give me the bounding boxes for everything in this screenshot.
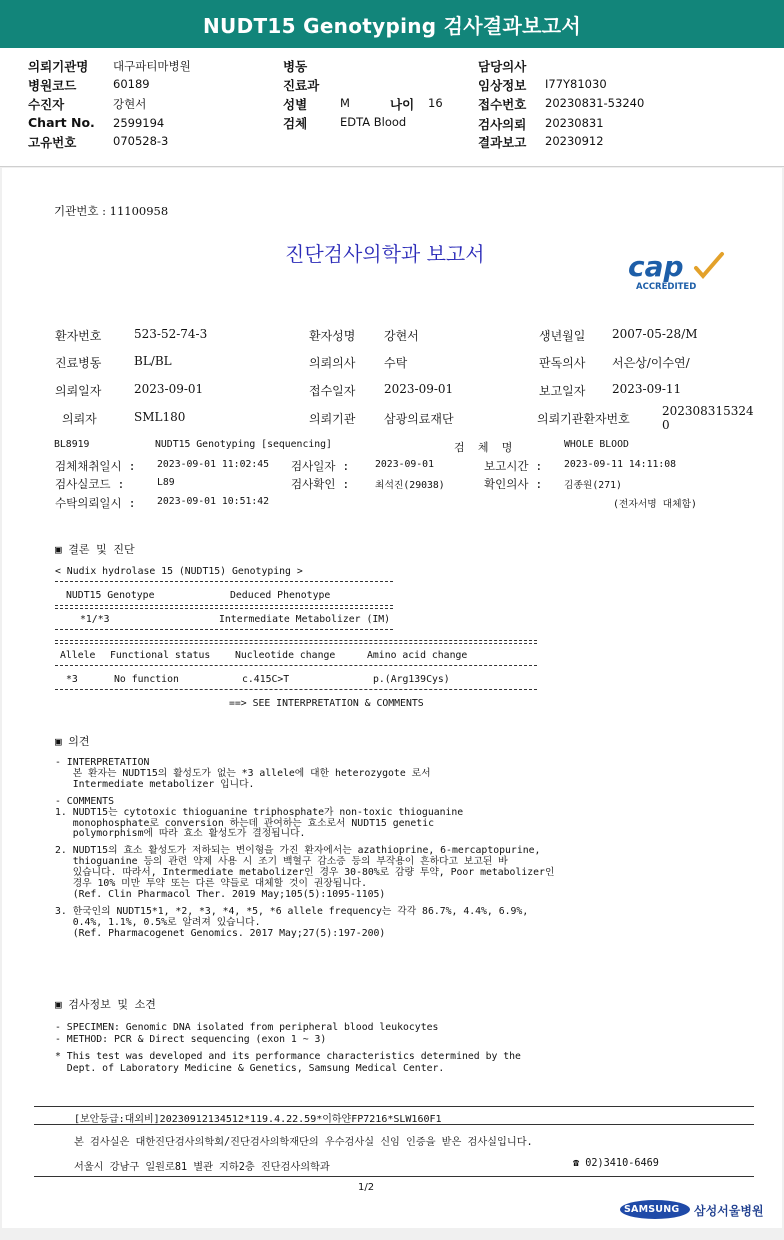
header-value: 20230912 [545,134,604,148]
header-label: 담당의사 [478,59,527,74]
table-divider [55,608,393,609]
collect-value: 2023-09-01 11:02:45 [157,459,270,470]
header-label: 진료과 [283,78,320,93]
table1-cell: *1/*3 [80,614,110,625]
header-value: EDTA Blood [340,115,407,129]
table2-header: Functional status [110,650,211,661]
table-divider [55,689,537,690]
footer-divider [34,1106,754,1107]
exam-info-line: - SPECIMEN: Genomic DNA isolated from peripheral blood leukocytes [55,1022,439,1033]
exam-info-line: * This test was developed and its performance characteristics determined by the [55,1051,521,1062]
table2-header: Nucleotide change [235,650,336,661]
security-line: [보안등급:대외비]20230912134512*119.4.22.59*이하얀FP7216*SLW160F1 [74,1114,442,1125]
info-value: 2023-09-11 [612,382,682,396]
confirm-doctor-label: 확인의사 : [484,477,543,491]
info-value: 강현서 [384,329,419,343]
header-label: 의뢰기관명 [28,59,89,74]
header-value: 강현서 [113,97,147,111]
section-title-opinion: ▣ 의견 [55,735,90,748]
header-label: 접수번호 [478,97,527,112]
cap-logo-text: cap [628,250,684,283]
cap-logo-sub: ACCREDITED [636,282,697,292]
header-label: 고유번호 [28,135,77,150]
table1-cell: Intermediate Metabolizer (IM) [219,614,391,625]
header-value: 070528-3 [113,134,169,148]
report-time-value: 2023-09-11 14:11:08 [564,459,677,470]
opinion-line: 있습니다. 따라서, Intermediate metabolizer인 경우 30-80%로 감량 투약, Poor metabolizer인 [55,867,555,879]
info-value: 서은상/이수연/ [612,356,690,370]
opinion-line: 3. 한국인의 NUDT15*1, *2, *3, *4, *5, *6 allele frequency는 각각 86.7%, 4.4%, 6.9%, [55,905,529,917]
info-label: 의뢰의사 [309,356,356,370]
info-label: 의뢰일자 [55,384,102,398]
exam-info-text [55,1022,521,1074]
header-label: 나이 [390,97,415,112]
opinion-line: 경우 10% 미만 투약 또는 다른 약들로 대체할 것이 권장됩니다. [55,878,368,890]
exam-info-line: - METHOD: PCR & Direct sequencing (exon 1 ~ 3) [55,1033,327,1045]
specimen-label: 검 체 명 [454,441,513,454]
info-value: 수탁 [384,356,408,370]
header-label: 검사의뢰 [478,117,527,132]
info-value: 삼광의료재단 [384,412,454,426]
table-divider [55,643,537,644]
specimen-value: WHOLE BLOOD [564,439,629,450]
info-label: 보고일자 [539,384,586,398]
table1-header: Deduced Phenotype [230,590,331,601]
info-value: 2023-09-01 [384,382,454,396]
header-info-box [0,48,784,167]
opinion-line: - COMMENTS [55,795,114,807]
section-title-results: ▣ 결론 및 진단 [55,543,135,556]
collect-label: 검체채취일시 : [55,459,136,473]
table1-header: NUDT15 Genotype [66,590,155,601]
table2-header: Amino acid change [367,650,468,661]
cap-accredited-logo [626,248,726,294]
opinion-line: 2. NUDT15의 효소 활성도가 저하되는 변이형을 가진 환자에서는 azathioprine, 6-mercaptopurine, [55,845,541,857]
header-label: Chart No. [28,115,95,130]
report-heading: 진단검사의학과 보고서 [285,242,485,266]
table2-cell: p.(Arg139Cys) [373,674,450,685]
table-divider [55,640,537,641]
opinion-line: (Ref. Clin Pharmacol Ther. 2019 May;105(5):1095-1105) [55,888,386,900]
exam-date-value: 2023-09-01 [375,459,434,470]
info-label: 판독의사 [539,356,586,370]
opinion-line: 1. NUDT15는 cytotoxic thioguanine triphosphate가 non-toxic thioguanine [55,806,464,818]
opinion-line: 본 환자는 NUDT15의 활성도가 없는 *3 allele에 대한 heterozygote 로서 [55,767,431,779]
confirm-doctor-value: 김종원(271) [564,480,622,491]
info-value: 202308315324 [662,404,754,418]
contract-label: 수탁의뢰일시 : [55,496,136,510]
header-label: 검체 [283,116,308,131]
table-divider [55,581,393,582]
test-code: BL8919 [54,439,90,450]
table-divider [55,665,537,666]
header-label: 수진자 [28,97,65,112]
header-value: 20230831 [545,116,604,130]
header-value: 60189 [113,77,150,91]
header-value: M [340,96,350,110]
results-subtitle: < Nudix hydrolase 15 (NUDT15) Genotyping > [55,566,303,577]
report-title: NUDT15 Genotyping 검사결과보고서 [0,0,784,48]
header-value: I77Y81030 [545,77,607,91]
info-label: 의뢰자 [62,412,97,426]
header-label: 결과보고 [478,135,527,150]
see-comments: ==> SEE INTERPRETATION & COMMENTS [229,698,424,709]
info-value: 523-52-74-3 [134,327,208,341]
opinion-line: monophosphate로 conversion 하는데 관여하는 효소로서 NUDT15 genetic [55,817,434,829]
info-value: BL/BL [134,354,172,368]
header-value: 20230831-53240 [545,96,645,110]
opinion-line: 0.4%, 1.1%, 0.5%로 알려져 있습니다. [55,916,261,928]
header-value: 2599194 [113,116,165,130]
test-name: NUDT15 Genotyping [sequencing] [155,439,332,450]
institution-number: 기관번호 : 11100958 [54,204,169,218]
exam-date-label: 검사일자 : [291,459,350,473]
info-label: 환자번호 [55,329,102,343]
opinion-line: (Ref. Pharmacogenet Genomics. 2017 May;27(5):197-200) [55,927,386,939]
header-label: 임상정보 [478,78,527,93]
report-page [2,168,782,1228]
footer-divider [34,1176,754,1177]
hospital-logo-text: 삼성서울병원 [694,1204,764,1218]
header-label: 병동 [283,59,308,74]
esign-note: (전자서명 대체함) [613,499,697,510]
opinion-line: Intermediate metabolizer 입니다. [55,778,255,790]
exam-info-line: Dept. of Laboratory Medicine & Genetics, Samsung Medical Center. [55,1062,445,1074]
info-value: SML180 [134,410,186,424]
opinion-line: polymorphism에 따라 효소 활성도가 결정됩니다. [55,828,306,840]
header-value: 대구파티마병원 [113,59,191,73]
info-value: 0 [662,418,670,432]
samsung-logo-text: SAMSUNG [624,1204,680,1215]
samsung-hospital-logo [620,1198,770,1222]
info-label: 생년월일 [539,329,586,343]
info-value: 2007-05-28/M [612,327,698,341]
footer-divider [34,1124,754,1125]
certification-line: 본 검사실은 대한진단검사의학회/진단검사의학재단의 우수검사실 신임 인증을 받은 검사실입니다. [74,1137,533,1148]
contract-value: 2023-09-01 10:51:42 [157,496,270,507]
address-line: 서울시 강남구 일원로81 별관 지하2층 진단검사의학과 [74,1162,330,1173]
header-label: 병원코드 [28,78,77,93]
header-value: 16 [428,96,443,110]
report-time-label: 보고시간 : [484,459,543,473]
opinion-line: - INTERPRETATION [55,757,150,768]
page-number: 1/2 [358,1182,375,1193]
header-label: 성별 [283,97,308,112]
table-divider [55,629,393,630]
opinion-line: thioguanine 등의 관련 약제 사용 시 조기 백혈구 감소증 등의 부작용이 흔하다고 보고된 바 [55,856,508,868]
info-value: 2023-09-01 [134,382,204,396]
table2-cell: c.415C>T [242,674,290,685]
table2-cell: *3 [66,674,78,685]
section-title-exam-info: ▣ 검사정보 및 소견 [55,998,156,1011]
info-label: 의뢰기관 [309,412,356,426]
phone-line: ☎ 02)3410-6469 [573,1158,659,1169]
table2-cell: No function [114,674,179,685]
lab-code-value: L89 [157,477,175,488]
lab-code-label: 검사실코드 : [55,477,125,491]
info-label: 환자성명 [309,329,356,343]
info-label: 진료병동 [55,356,102,370]
opinion-text [55,758,554,940]
table-divider [55,605,393,606]
exam-confirm-label: 검사확인 : [291,477,350,491]
exam-confirm-value: 최석진(29038) [375,480,445,491]
info-label: 접수일자 [309,384,356,398]
info-label: 의뢰기관환자번호 [537,412,630,426]
table2-header: Allele [60,650,96,661]
